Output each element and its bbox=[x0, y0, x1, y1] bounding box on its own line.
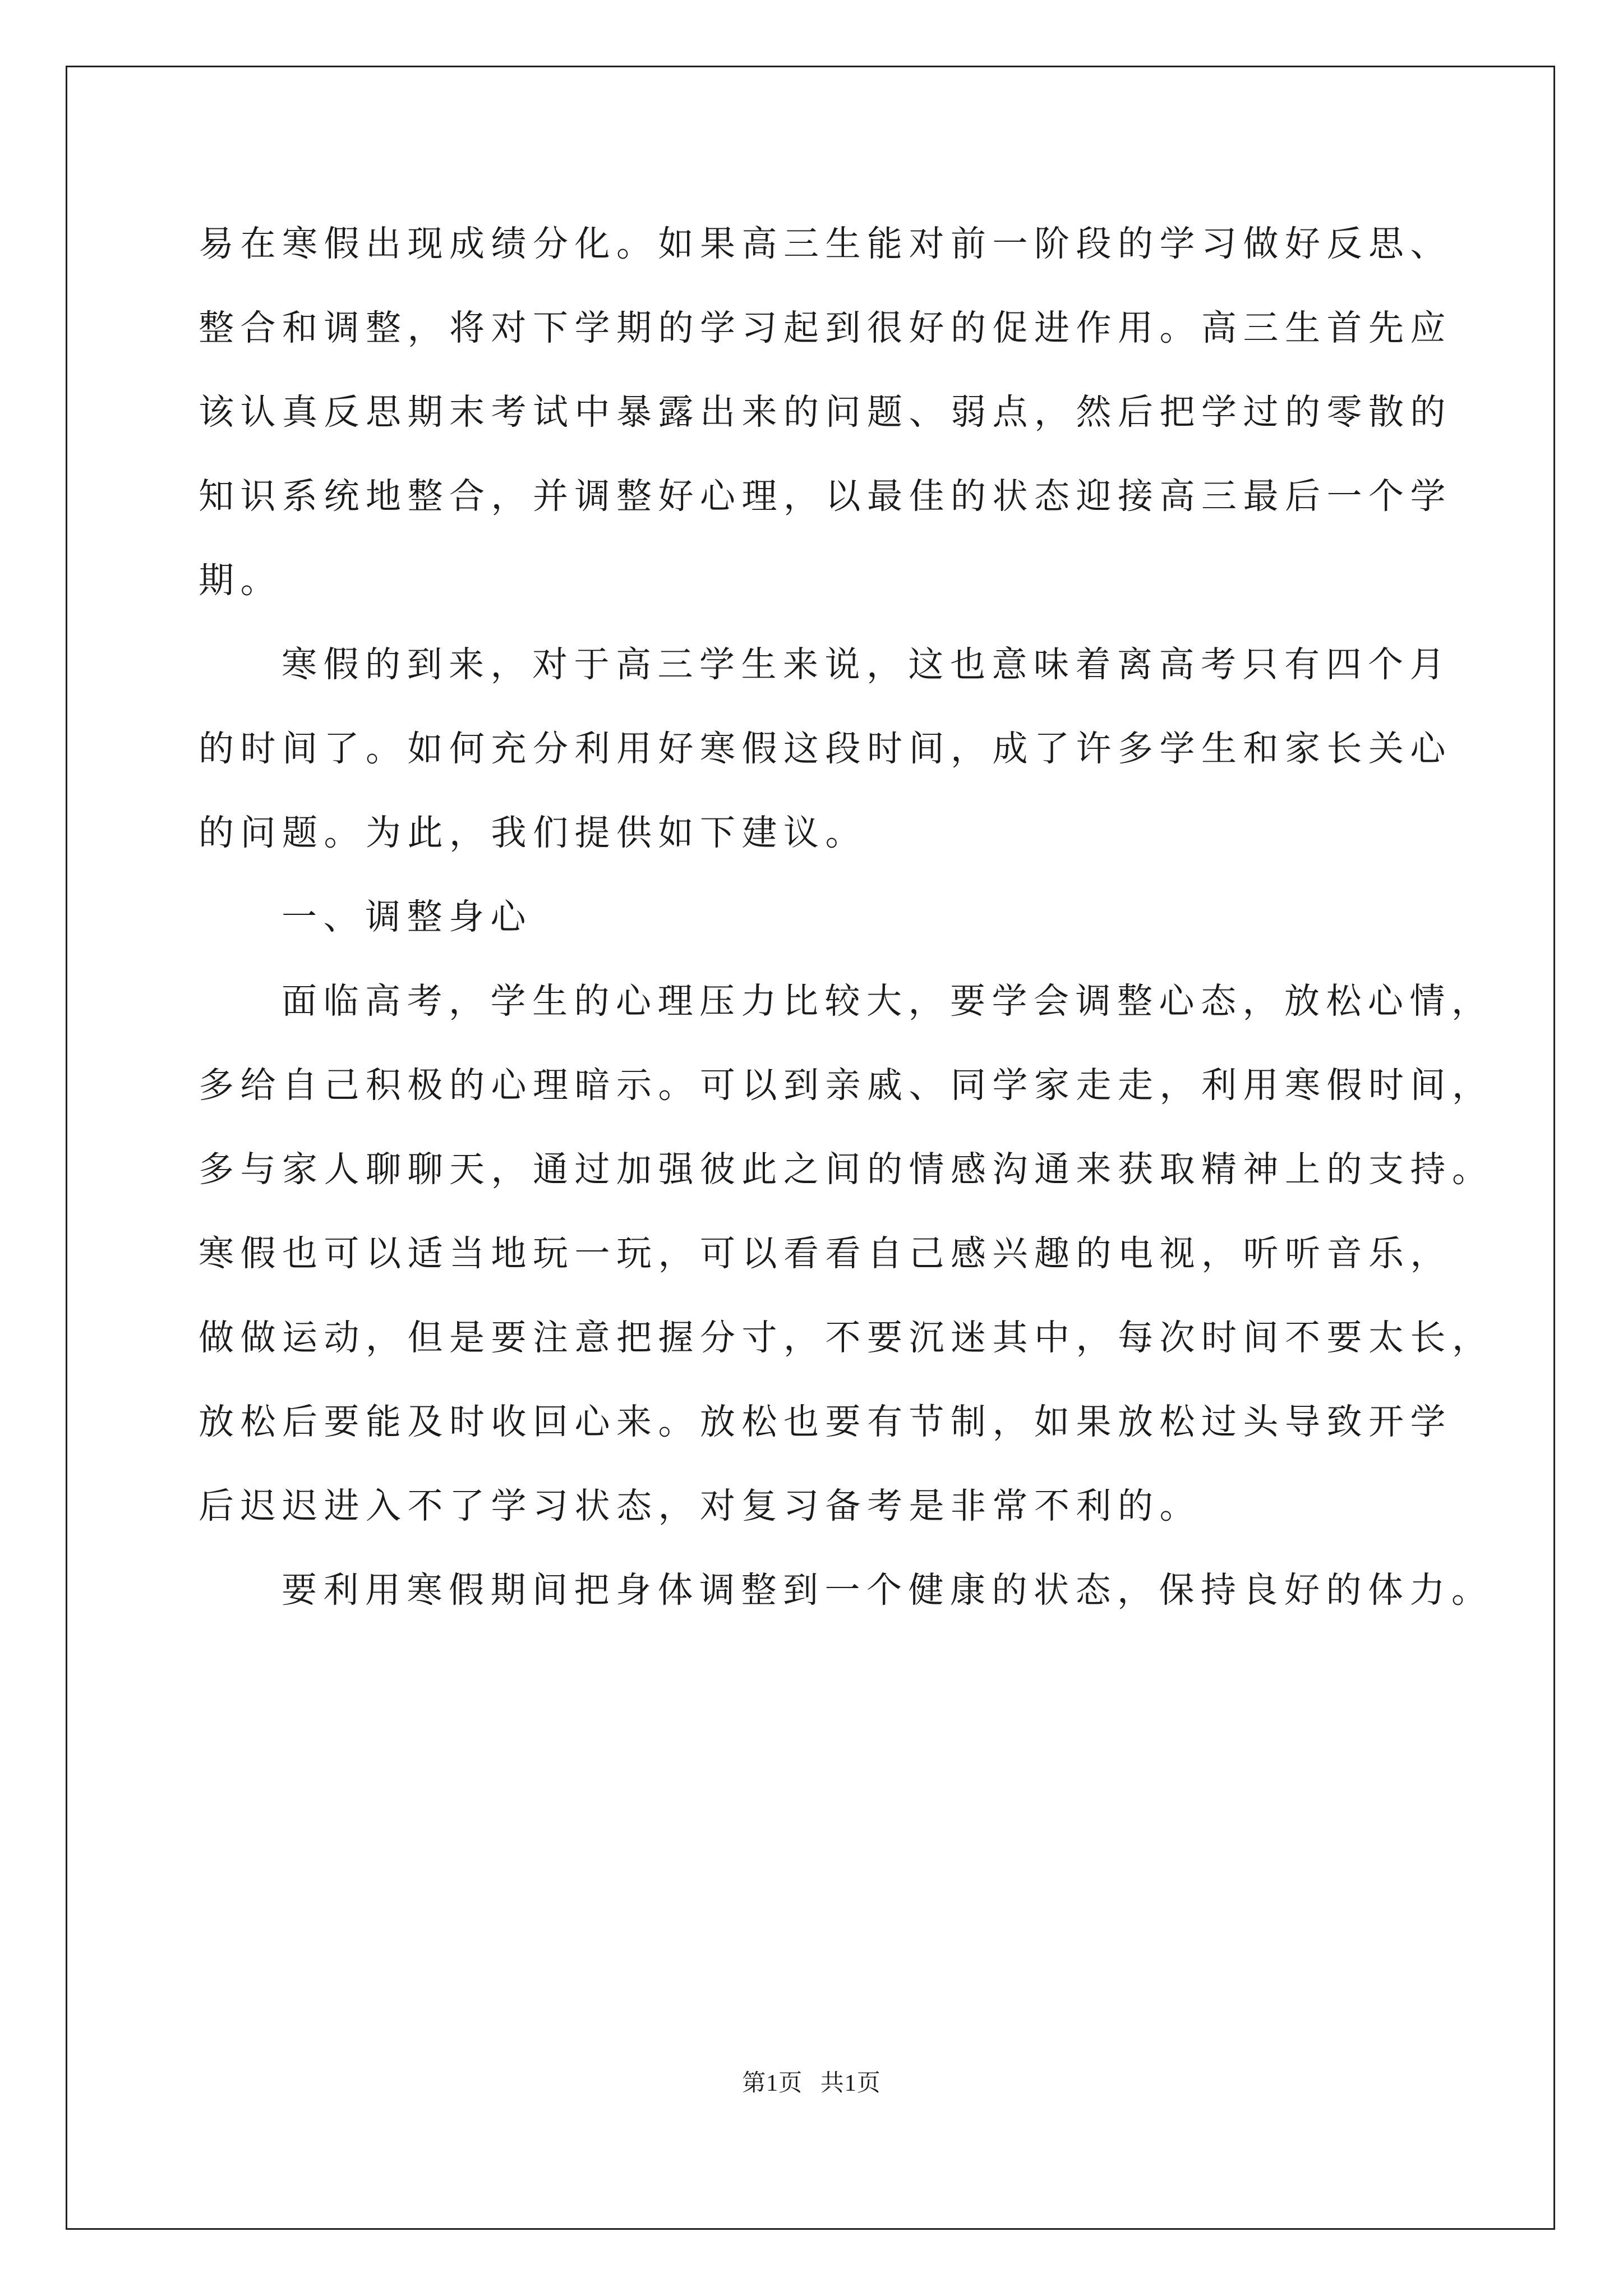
text-line: 多与家人聊聊天，通过加强彼此之间的情感沟通来获取精神上的支持。 bbox=[199, 1149, 1494, 1190]
section-heading: 一、调整身心 bbox=[282, 896, 532, 937]
paragraph-start-line: 要利用寒假期间把身体调整到一个健康的状态，保持良好的体力。 bbox=[282, 1570, 1493, 1611]
text-line: 做做运动，但是要注意把握分寸，不要沉迷其中，每次时间不要太长， bbox=[199, 1317, 1494, 1358]
document-body bbox=[199, 202, 1494, 1632]
text-line: 后迟迟进入不了学习状态，对复习备考是非常不利的。 bbox=[199, 1485, 1201, 1526]
text-line: 期。 bbox=[199, 560, 282, 601]
page-footer bbox=[0, 2064, 1623, 2098]
text-line: 知识系统地整合，并调整好心理，以最佳的状态迎接高三最后一个学 bbox=[199, 476, 1452, 517]
page-number: 第1页 bbox=[742, 2070, 803, 2096]
text-line: 该认真反思期末考试中暴露出来的问题、弱点，然后把学过的零散的 bbox=[199, 392, 1452, 432]
text-line: 的问题。为此，我们提供如下建议。 bbox=[199, 812, 867, 853]
text-line: 多给自己积极的心理暗示。可以到亲戚、同学家走走，利用寒假时间， bbox=[199, 1065, 1494, 1106]
paragraph-start-line: 寒假的到来，对于高三学生来说，这也意味着离高考只有四个月 bbox=[282, 644, 1451, 685]
text-line: 整合和调整，将对下学期的学习起到很好的促进作用。高三生首先应 bbox=[199, 307, 1452, 348]
text-line: 寒假也可以适当地玩一玩，可以看看自己感兴趣的电视，听听音乐， bbox=[199, 1233, 1452, 1274]
text-line: 易在寒假出现成绩分化。如果高三生能对前一阶段的学习做好反思、 bbox=[199, 223, 1452, 264]
paragraph-start-line: 面临高考，学生的心理压力比较大，要学会调整心态，放松心情， bbox=[282, 981, 1493, 1022]
page-total: 共1页 bbox=[820, 2070, 881, 2096]
text-line: 的时间了。如何充分利用好寒假这段时间，成了许多学生和家长关心 bbox=[199, 728, 1452, 769]
text-line: 放松后要能及时收回心来。放松也要有节制，如果放松过头导致开学 bbox=[199, 1401, 1452, 1442]
